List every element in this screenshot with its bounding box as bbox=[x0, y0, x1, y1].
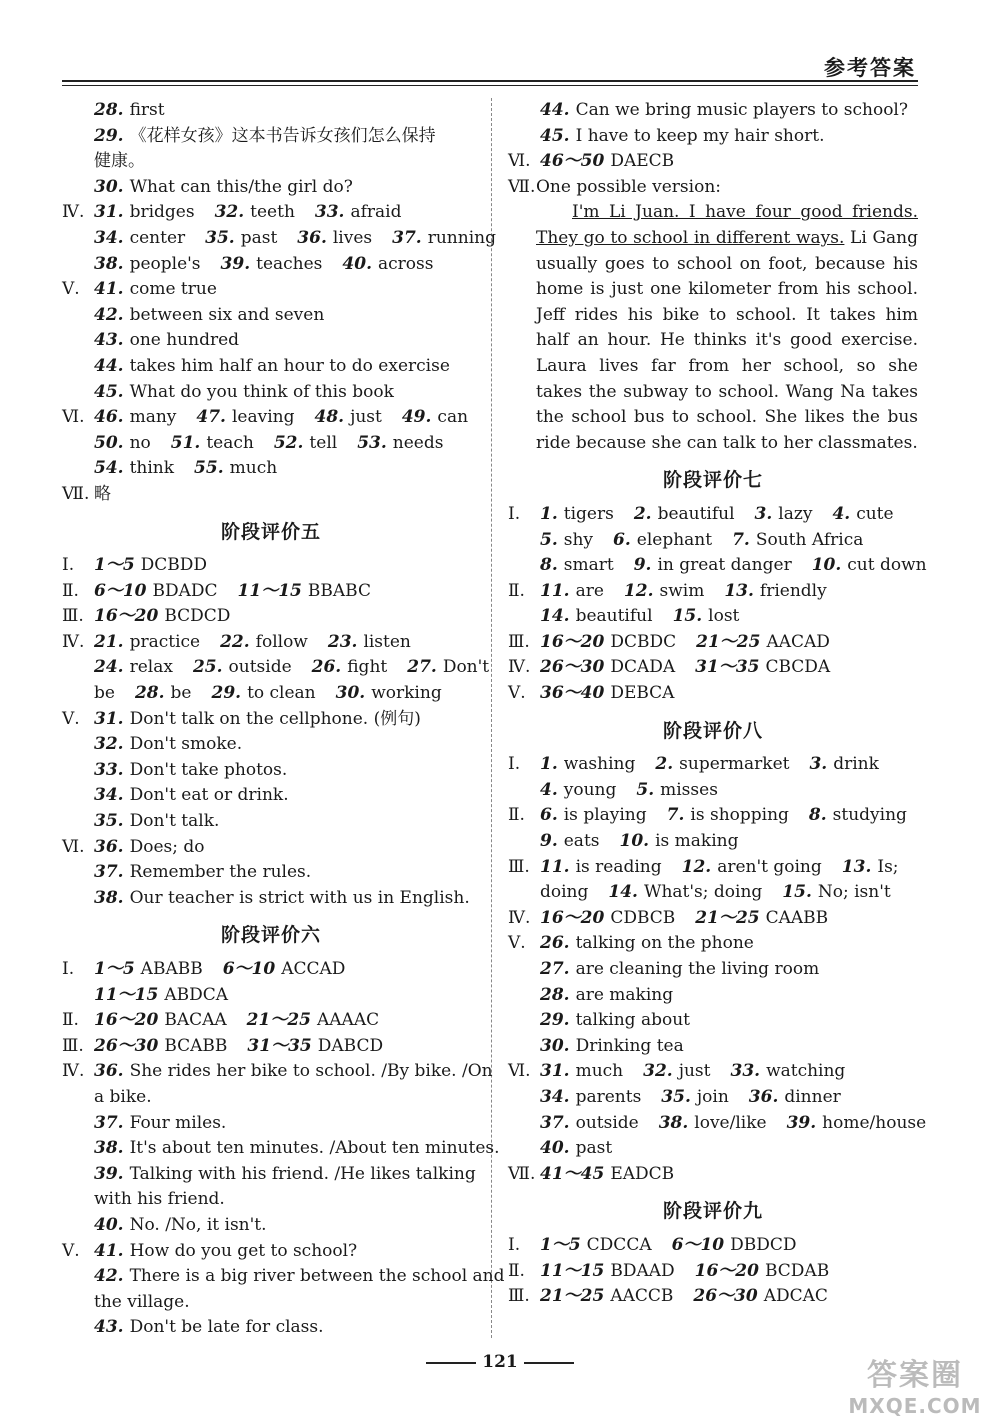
answer-line: 34. center 35. past 36. lives 37. running bbox=[94, 227, 496, 248]
essay-body: Li Gang usually goes to school on foot, because his home is just one kilometer from his school. Jeff rides his bike to school. It takes him half an hour. He thinks it's good exercise. Laura lives far from her school, so she takes the subway to school. Wang Na takes the school bus to school. She likes the bus ride because she can talk to her classmates. bbox=[536, 227, 918, 453]
answer-line: 38. Our teacher is strict with us in English. bbox=[94, 887, 470, 908]
answer-line: a bike. bbox=[94, 1086, 152, 1107]
answer-line: Ⅴ. 31. Don't talk on the cellphone. (例句) bbox=[62, 708, 421, 729]
answer-line: Ⅴ. 41. come true bbox=[62, 279, 217, 300]
answer-line: 健康。 bbox=[94, 151, 145, 172]
section-heading: 阶段评价六 bbox=[220, 924, 321, 947]
answer-line: Ⅶ. 略 bbox=[62, 483, 111, 504]
answer-line: Ⅰ. 1～5 ABABB 6～10 ACCAD bbox=[62, 959, 346, 979]
answer-line: 37. outside 38. love/like 39. home/house bbox=[540, 1112, 927, 1133]
answer-line: Ⅱ. 16～20 BACAA 21～25 AAAAC bbox=[62, 1010, 380, 1031]
answer-line: 24. relax 25. outside 26. fight 27. Don't bbox=[94, 657, 490, 678]
section-heading: 阶段评价五 bbox=[220, 520, 321, 543]
answer-line: Ⅲ. 11. is reading 12. aren't going 13. Is; bbox=[508, 856, 899, 877]
answer-line: 39. Talking with his friend. /He likes talking bbox=[94, 1163, 476, 1184]
answer-line: Ⅰ. 1. washing 2. supermarket 3. drink bbox=[508, 754, 879, 775]
answer-line: Ⅱ. 11～15 BDAAD 16～20 BCDAB bbox=[508, 1260, 830, 1281]
answer-line: 9. eats 10. is making bbox=[540, 831, 739, 852]
answer-line: 28. first bbox=[94, 100, 165, 120]
header-rule bbox=[62, 80, 918, 82]
answer-line: 11～15 ABDCA bbox=[94, 984, 229, 1005]
section-heading: 阶段评价七 bbox=[662, 469, 763, 492]
answer-line: 27. are cleaning the living room bbox=[540, 959, 820, 979]
answer-line: Ⅴ. 26. talking on the phone bbox=[508, 933, 754, 954]
watermark-url: MXQE.COM bbox=[848, 1394, 982, 1418]
answer-line: with his friend. bbox=[94, 1189, 225, 1210]
answer-line: Ⅳ. 21. practice 22. follow 23. listen bbox=[62, 631, 411, 652]
left-column bbox=[62, 98, 505, 1341]
answer-line: Ⅲ. 16～20 DCBDC 21～25 AACAD bbox=[508, 631, 830, 652]
answer-line: 43. Don't be late for class. bbox=[94, 1317, 324, 1338]
header-title: 参考答案 bbox=[824, 56, 916, 80]
answer-line: Ⅵ. 36. Does; do bbox=[62, 836, 205, 857]
answer-line: 54. think 55. much bbox=[94, 458, 278, 479]
page-number: 121 bbox=[482, 1352, 518, 1372]
answer-line: Ⅲ. 26～30 BCABB 31～35 DABCD bbox=[62, 1035, 384, 1056]
answer-line: 37. Four miles. bbox=[94, 1112, 227, 1133]
answer-line: Ⅵ. 46. many 47. leaving 48. just 49. can bbox=[62, 407, 469, 428]
section-heading: 阶段评价九 bbox=[662, 1200, 763, 1223]
answer-line: 45. I have to keep my hair short. bbox=[540, 125, 825, 146]
answer-line: 30. Drinking tea bbox=[540, 1035, 684, 1056]
answer-line: 29. 《花样女孩》这本书告诉女孩们怎么保持 bbox=[94, 125, 436, 146]
answer-line: 40. No. /No, it isn't. bbox=[94, 1214, 267, 1235]
answer-line: 38. It's about ten minutes. /About ten minutes. bbox=[94, 1138, 500, 1159]
answer-line: Ⅶ. 41～45 EADCB bbox=[508, 1163, 675, 1184]
watermark-logo bbox=[840, 1350, 990, 1422]
answer-line: Ⅱ. 11. are 12. swim 13. friendly bbox=[508, 580, 827, 601]
answer-line: 43. one hundred bbox=[94, 330, 240, 351]
answer-line: 44. Can we bring music players to school? bbox=[540, 100, 908, 120]
answer-line: 50. no 51. teach 52. tell 53. needs bbox=[94, 432, 444, 453]
sample-essay bbox=[508, 200, 918, 456]
answer-line: Ⅰ. 1. tigers 2. beautiful 3. lazy 4. cute bbox=[508, 503, 894, 524]
answer-line: Ⅳ. 16～20 CDBCB 21～25 CAABB bbox=[508, 907, 829, 928]
answer-line: 8. smart 9. in great danger 10. cut down bbox=[540, 555, 927, 576]
answer-line: 28. are making bbox=[540, 984, 674, 1005]
header-rule-thin bbox=[62, 85, 918, 86]
answer-line: 14. beautiful 15. lost bbox=[540, 606, 740, 627]
right-column bbox=[508, 98, 927, 1310]
answer-line: Ⅴ. 41. How do you get to school? bbox=[62, 1240, 358, 1261]
answer-line: Ⅵ. 31. much 32. just 33. watching bbox=[508, 1061, 846, 1082]
answer-line: 29. talking about bbox=[540, 1010, 690, 1031]
answer-line: Ⅳ. 26～30 DCADA 31～35 CBCDA bbox=[508, 657, 831, 678]
answer-line: 4. young 5. misses bbox=[540, 779, 718, 800]
answer-line: Ⅶ. One possible version: bbox=[508, 176, 721, 197]
answer-line: 33. Don't take photos. bbox=[94, 759, 288, 780]
watermark-text: 答案圈 bbox=[867, 1358, 963, 1393]
answer-line: 42. There is a big river between the school and bbox=[94, 1266, 505, 1287]
answer-line: Ⅵ. 46～50 DAECB bbox=[508, 151, 675, 172]
answer-line: Ⅲ. 16～20 BCDCD bbox=[62, 606, 231, 627]
answer-line: Ⅰ. 1～5 DCBDD bbox=[62, 555, 208, 576]
answer-line: Ⅳ. 36. She rides her bike to school. /By bike. /On bbox=[62, 1061, 493, 1082]
answer-line: Ⅱ. 6. is playing 7. is shopping 8. studying bbox=[508, 805, 907, 826]
answer-line: the village. bbox=[94, 1291, 190, 1312]
answer-line: 38. people's 39. teaches 40. across bbox=[94, 253, 434, 274]
answer-line: Ⅴ. 36～40 DEBCA bbox=[508, 683, 675, 704]
answer-line: Ⅱ. 6～10 BDADC 11～15 BBABC bbox=[62, 580, 371, 601]
answer-line: 42. between six and seven bbox=[94, 304, 325, 325]
answer-line: 45. What do you think of this book bbox=[94, 381, 394, 402]
answer-line: 37. Remember the rules. bbox=[94, 862, 312, 883]
answer-line: 5. shy 6. elephant 7. South Africa bbox=[540, 529, 864, 550]
answer-line: 35. Don't talk. bbox=[94, 811, 220, 832]
answer-line: 44. takes him half an hour to do exercise bbox=[94, 355, 450, 376]
answer-line: 40. past bbox=[540, 1138, 613, 1159]
answer-line: 30. What can this/the girl do? bbox=[94, 176, 353, 197]
answer-line: 32. Don't smoke. bbox=[94, 734, 243, 755]
footer-ornament-left bbox=[426, 1362, 476, 1364]
answer-line: Ⅰ. 1～5 CDCCA 6～10 DBDCD bbox=[508, 1234, 797, 1255]
answer-line: Ⅳ. 31. bridges 32. teeth 33. afraid bbox=[62, 202, 402, 223]
section-heading: 阶段评价八 bbox=[662, 719, 763, 742]
answer-line: 34. parents 35. join 36. dinner bbox=[540, 1086, 841, 1107]
answer-line: doing 14. What's; doing 15. No; isn't bbox=[540, 882, 891, 903]
answer-line: Ⅲ. 21～25 AACCB 26～30 ADCAC bbox=[508, 1286, 828, 1307]
essay-underlined: I'm Li Juan. I have four good friends. They go to school in different ways. bbox=[536, 202, 918, 248]
answer-line: be 28. be 29. to clean 30. working bbox=[94, 683, 442, 704]
answer-line: 34. Don't eat or drink. bbox=[94, 785, 289, 806]
footer-ornament-right bbox=[524, 1362, 574, 1364]
